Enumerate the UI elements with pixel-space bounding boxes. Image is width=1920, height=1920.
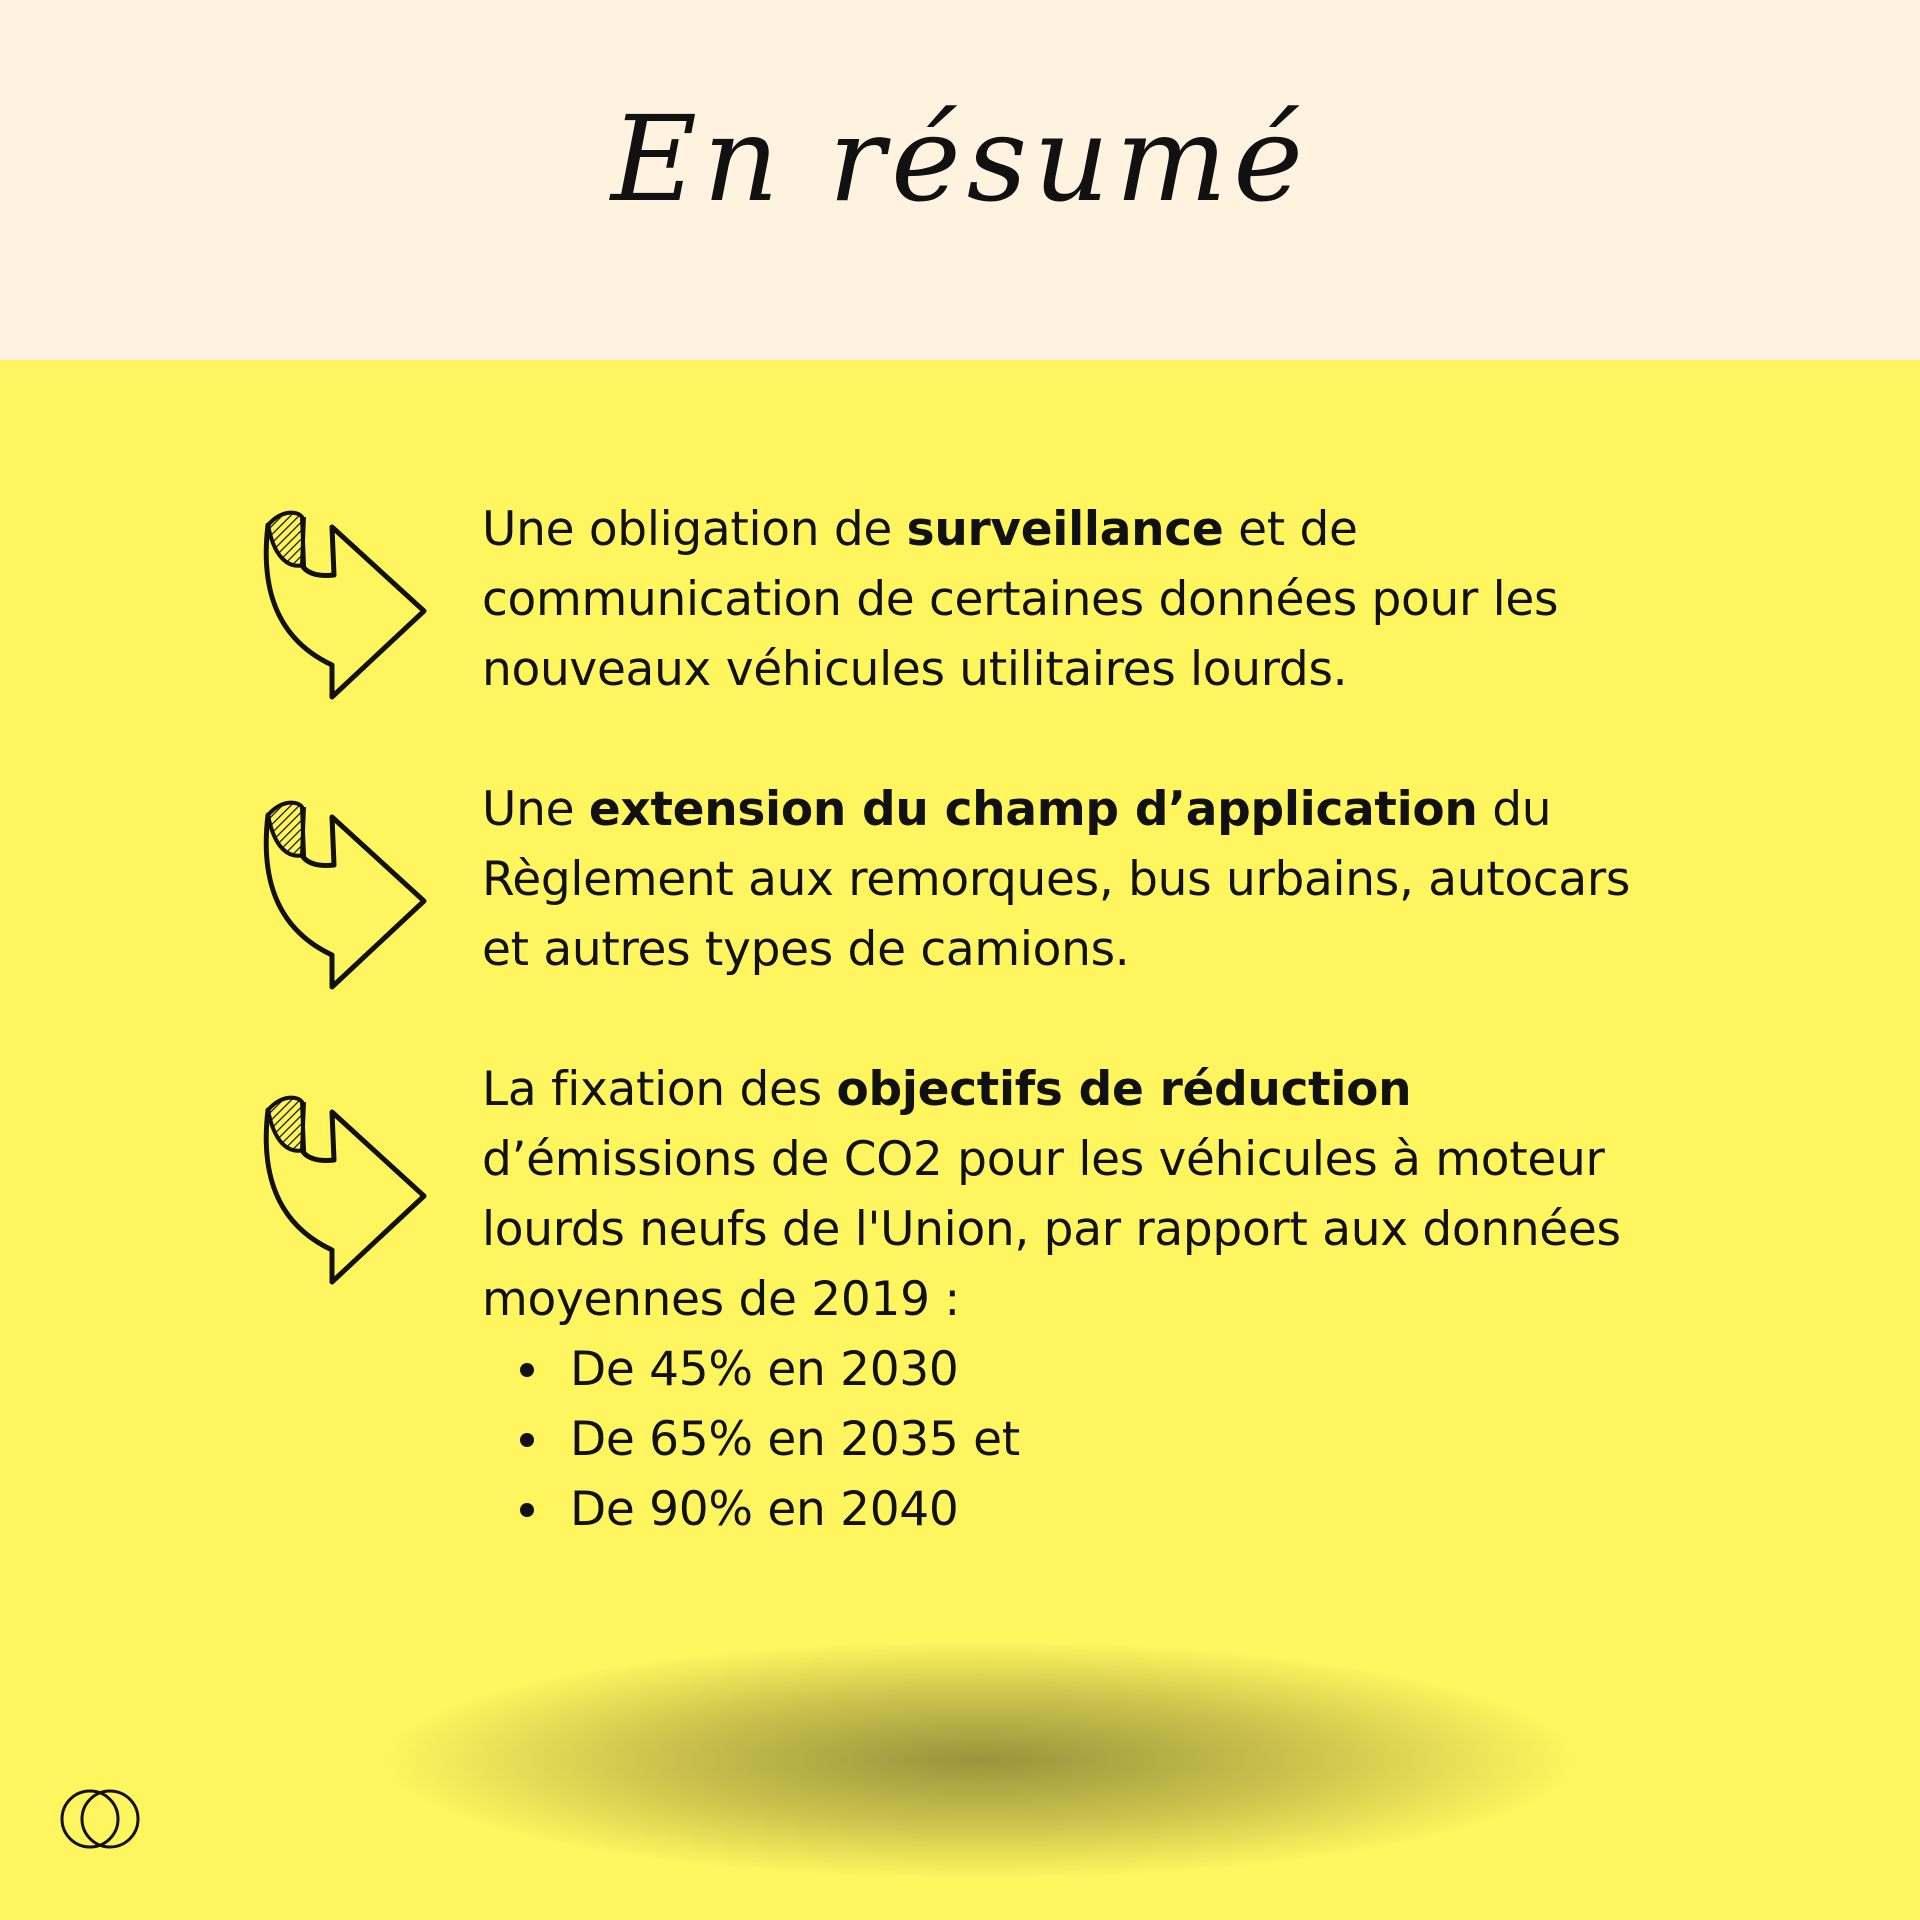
list-item: De 45% en 2030 — [482, 1335, 1642, 1405]
header-band — [0, 0, 1920, 360]
item-text: La fixation des objectifs de réduction d’émissions de CO2 pour les véhicules à moteur lourds neufs de l'Union, par rapport aux données moyennes de 2019 : De 45% en 2030 De 65% en 2035 et De 90% en 2040 — [482, 1055, 1642, 1545]
reduction-targets-list — [482, 1335, 1642, 1545]
drop-shadow — [380, 1640, 1580, 1880]
curled-arrow-icon — [258, 505, 428, 705]
item-text: Une obligation de surveillance et de communication de certaines données pour les nouveaux véhicules utilitaires lourds. — [482, 502, 1559, 697]
page-title: En résumé — [610, 90, 1310, 228]
curled-arrow-icon — [258, 1090, 428, 1290]
logo-icon — [56, 1774, 146, 1864]
list-item: De 90% en 2040 — [482, 1475, 1642, 1545]
curled-arrow-icon — [258, 795, 428, 995]
list-item: De 65% en 2035 et — [482, 1405, 1642, 1475]
item-text: Une extension du champ d’application du Règlement aux remorques, bus urbains, autocars et autres types de camions. — [482, 782, 1631, 977]
